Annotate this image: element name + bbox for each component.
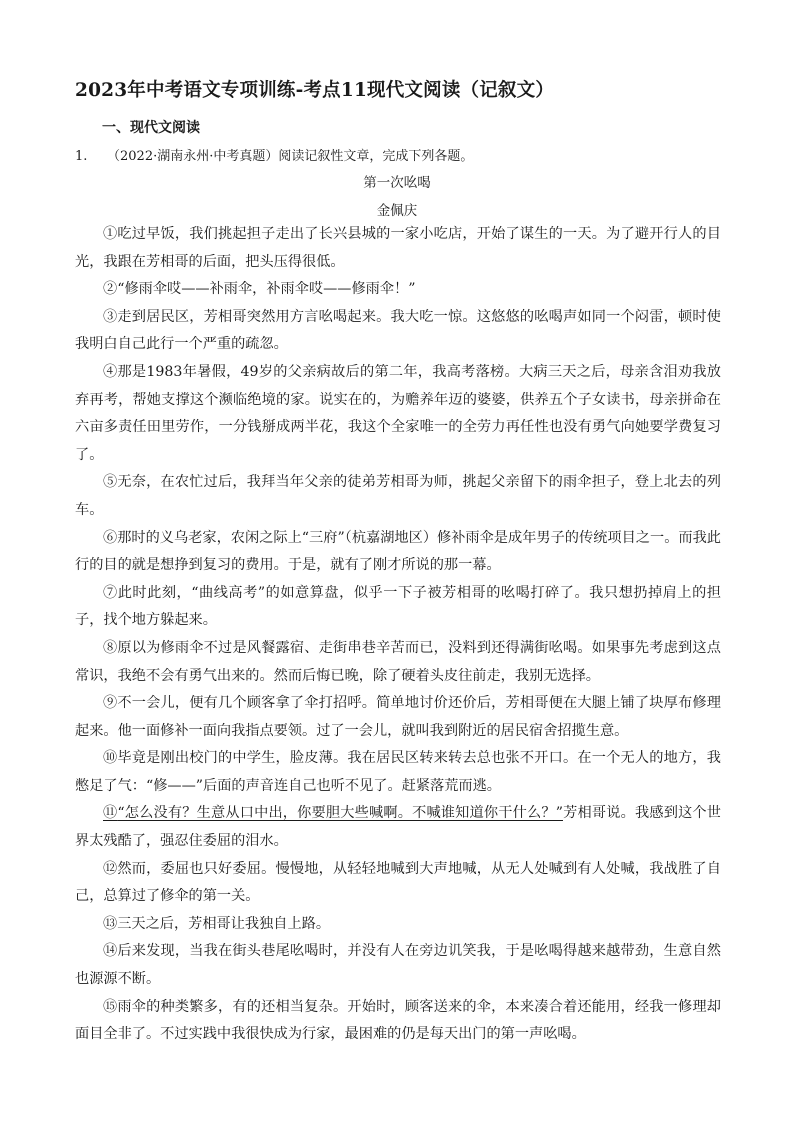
paragraph-11-underlined (103, 805, 563, 821)
paragraph-6: ⑥那时的义乌老家，农闲之际上“三府”（杭嘉湖地区）修补雨伞是成年男子的传统项目之一。而我此行的目的就是想挣到复习的费用。于是，就有了刚才所说的那一幕。 (75, 529, 721, 574)
paragraph-4: ④那是1983年暑假，49岁的父亲病故后的第二年，我高考落榜。大病三天之后，母亲含泪劝我放弃再考，帮她支撑这个濒临绝境的家。说实在的，为赡养年迈的婆婆，供养五个子女读书，母亲拼命在六亩多责任田里劳作，一分钱掰成两半花，我这个全家唯一的全劳力再任性也没有勇气向她要学费复习了。 (75, 363, 721, 463)
paragraph-8: ⑧原以为修雨伞不过是风餐露宿、走街串巷辛苦而已，没料到还得满街吆喝。如果事先考虑到这点常识，我绝不会有勇气出来的。然而后悔已晚，除了硬着头皮往前走，我别无选择。 (75, 639, 721, 684)
paragraph-9: ⑨不一会儿，便有几个顾客拿了伞打招呼。简单地讨价还价后，芳相哥便在大腿上铺了块厚布修理起来。他一面修补一面向我指点要领。过了一会儿，就叫我到附近的居民宿舍招揽生意。 (75, 695, 721, 739)
paragraph-10: ⑩毕竟是刚出校门的中学生，脸皮薄。我在居民区转来转去总也张不开口。在一个无人的地方，我憋足了气：“修——”后面的声音连自己也听不见了。赶紧落荒而逃。 (75, 750, 721, 794)
document-title: 2023年中考语文专项训练-考点11现代文阅读（记叙文） (75, 80, 555, 101)
paragraph-1: ①吃过早饭，我们挑起担子走出了长兴县城的一家小吃店，开始了谋生的一天。为了避开行人的目光，我跟在芳相哥的后面，把头压得很低。 (75, 226, 721, 270)
section-heading: 一、现代文阅读 (102, 120, 200, 136)
paragraph-11-quote: “怎么没有？生意从口中出，你要胆大些喊啊。不喊谁知道你干什么？” (117, 805, 563, 822)
paragraph-11 (75, 800, 721, 855)
paragraph-7: ⑦此时此刻，“曲线高考”的如意算盘，似乎一下子被芳相哥的吆喝打碎了。我只想扔掉肩上的担子，找个地方躲起来。 (75, 584, 721, 629)
paragraph-3: ③走到居民区，芳相哥突然用方言吆喝起来。我大吃一惊。这悠悠的吆喝声如同一个闷雷，顿时使我明白自己此行一个严重的疏忽。 (75, 308, 721, 353)
paragraph-13: ⑬三天之后，芳相哥让我独自上路。 (103, 915, 331, 932)
article-body (75, 221, 721, 1049)
paragraph-14: ⑭后来发现，当我在街头巷尾吆喝时，并没有人在旁边讥笑我，于是吆喝得越来越带劲，生意自然也源源不断。 (75, 943, 721, 988)
paragraph-11-rest: 芳相哥说。我感到这个世界太残酷了，强忍住委屈的泪水。 (75, 805, 721, 850)
question-text: （2022·湖南永州·中考真题）阅读记叙性文章，完成下列各题。 (107, 149, 474, 164)
article-title: 第一次吆喝 (363, 175, 431, 191)
paragraph-15: ⑮雨伞的种类繁多，有的还相当复杂。开始时，顾客送来的伞，本来凑合着还能用，经我一修理却面目全非了。不过实践中我很快成为行家，最困难的仍是每天出门的第一声吆喝。 (75, 998, 721, 1043)
paragraph-2: ②“修雨伞哎——补雨伞，补雨伞哎——修雨伞！” (103, 281, 416, 298)
paragraph-11-marker: ⑪ (103, 805, 118, 822)
paragraph-5: ⑤无奈，在农忙过后，我拜当年父亲的徒弟芳相哥为师，挑起父亲留下的雨伞担子，登上北去的列车。 (75, 474, 721, 518)
question-number: 1. (75, 149, 88, 164)
question-intro (75, 145, 473, 164)
article-author: 金佩庆 (376, 203, 418, 219)
paragraph-12: ⑫然而，委屈也只好委屈。慢慢地，从轻轻地喊到大声地喊，从无人处喊到有人处喊，我战胜了自己，总算过了修伞的第一关。 (75, 860, 721, 905)
